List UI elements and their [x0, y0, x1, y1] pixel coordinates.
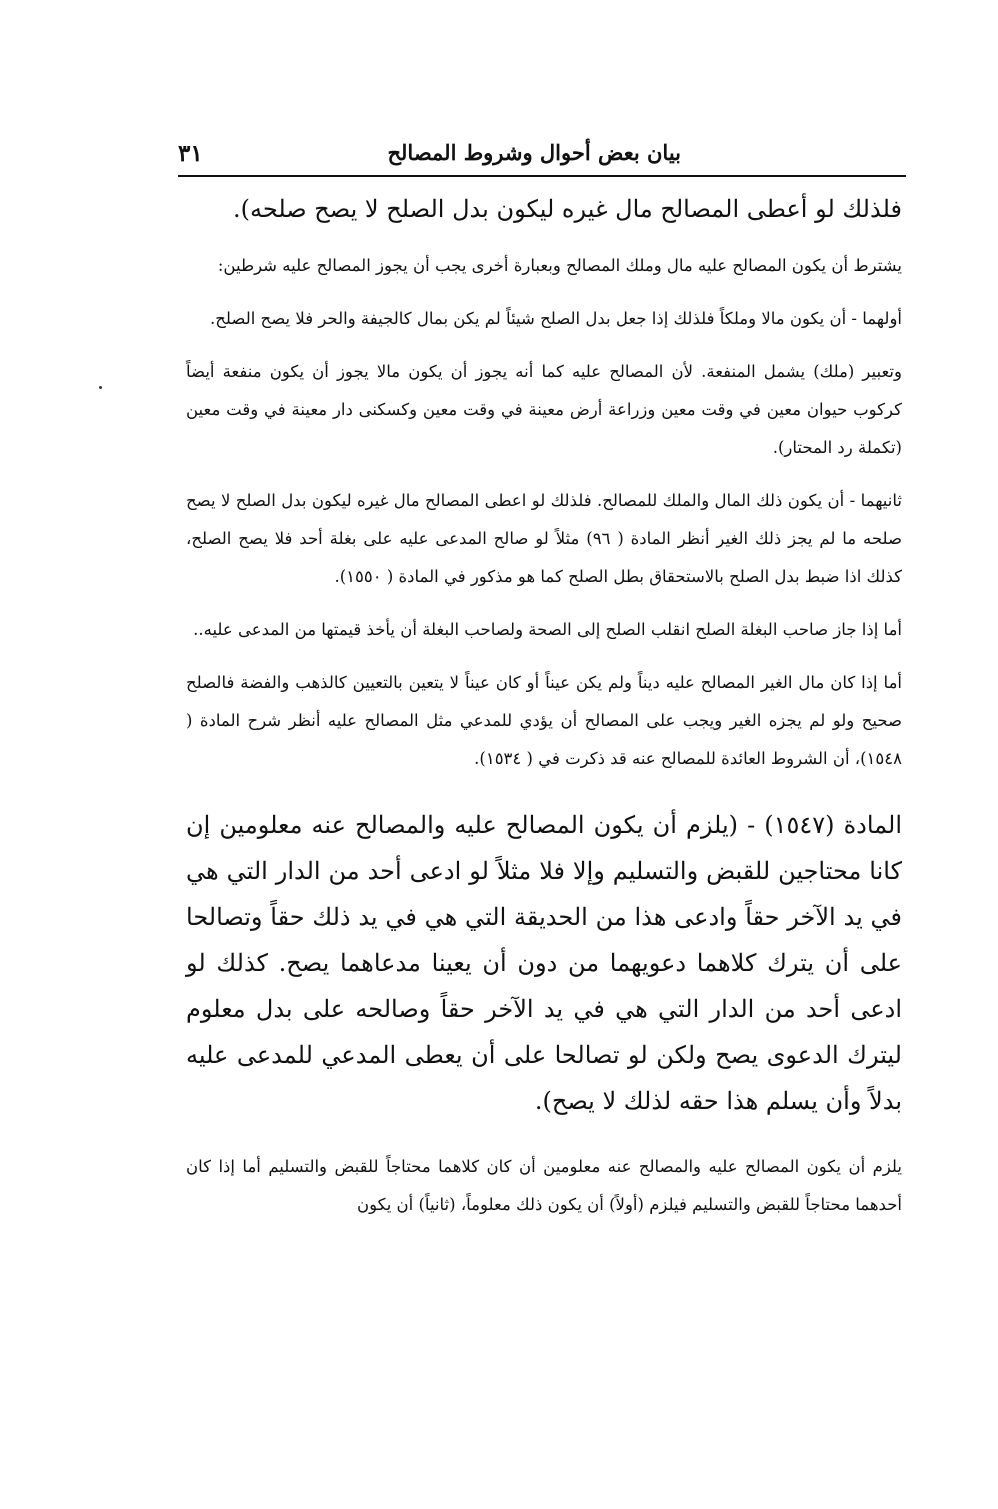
paragraph-commentary: أما إذا كان مال الغير المصالح عليه ديناً ولم يكن عيناً أو كان عيناً لا يتعين بالتعيين كالذهب والفضة فالصلح صحيح ولو لم يجزه الغير ويجب على المصالح أن يؤدي للمدعي مثل المصالح عليه أنظر شرح المادة ( ١٥٤٨)، أن الشروط العائدة للمصالح عنه قد ذكرت في ( ١٥٣٤). — [186, 673, 902, 768]
paragraph-quote-continuation: فلذلك لو أعطى المصالح مال غيره ليكون بدل الصلح لا يصح صلحه). — [233, 195, 902, 223]
scan-speck — [99, 386, 102, 389]
paragraph-article-1547: المادة (١٥٤٧) - (يلزم أن يكون المصالح عليه والمصالح عنه معلومين إن كانا محتاجين للقبض والتسليم وإلا فلا مثلاً لو ادعى أحد من الدار التي هي في يد الآخر حقاً وادعى هذا من الحديقة التي هي في يد ذلك حقاً وتصالحا على أن يترك كلاهما دعويهما من دون أن يعينا مدعاهما يصح. كذلك لو ادعى أحد من الدار التي هي في يد الآخر حقاً وصالحه على بدل معلوم ليترك الدعوى يصح ولكن لو تصالحا على أن يعطى المدعي للمدعى عليه بدلاً وأن يسلم هذا حقه لذلك لا يصح). — [186, 811, 903, 1115]
header-rule — [178, 175, 906, 177]
body-text — [186, 186, 902, 1224]
running-header — [178, 136, 906, 174]
paragraph-commentary: أما إذا جاز صاحب البغلة الصلح انقلب الصلح إلى الصحة ولصاحب البغلة أن يأخذ قيمتها من المدعى عليه.. — [193, 620, 902, 639]
paragraph-commentary: يلزم أن يكون المصالح عليه والمصالح عنه معلومين أن كان كلاهما محتاجاً للقبض والتسليم أما إذا كان أحدهما محتاجاً للقبض والتسليم فيلزم (أولاً) أن يكون ذلك معلوماً، (ثانياً) أن يكون — [186, 1157, 902, 1214]
paragraph-commentary: ثانيهما - أن يكون ذلك المال والملك للمصالح. فلذلك لو اعطى المصالح مال غيره ليكون بدل الصلح لا يصح صلحه ما لم يجز ذلك الغير أنظر المادة ( ٩٦) مثلاً لو صالح المدعى عليه على بغلة أحد فلا يصح الصلح، كذلك اذا ضبط بدل الصلح بالاستحقاق بطل الصلح كما هو مذكور في المادة ( ١٥٥٠). — [186, 491, 902, 586]
page-number: ٣١ — [178, 140, 203, 167]
paragraph-commentary: وتعبير (ملك) يشمل المنفعة. لأن المصالح عليه كما أنه يجوز أن يكون مالا يجوز أن يكون منفعة أيضاً كركوب حيوان معين في وقت معين وزراعة أرض معينة في وقت معين وكسكنى دار معينة في وقت معين (تكملة رد المحتار). — [186, 362, 902, 457]
paragraph-commentary: أولهما - أن يكون مالا وملكاً فلذلك إذا جعل بدل الصلح شيئاً لم يكن بمال كالجيفة والحر فلا يصح الصلح. — [210, 309, 902, 328]
paragraph-commentary: يشترط أن يكون المصالح عليه مال وملك المصالح وبعبارة أخرى يجب أن يجوز المصالح عليه شرطين: — [217, 256, 902, 275]
header-title: بيان بعض أحوال وشروط المصالح — [387, 140, 681, 165]
